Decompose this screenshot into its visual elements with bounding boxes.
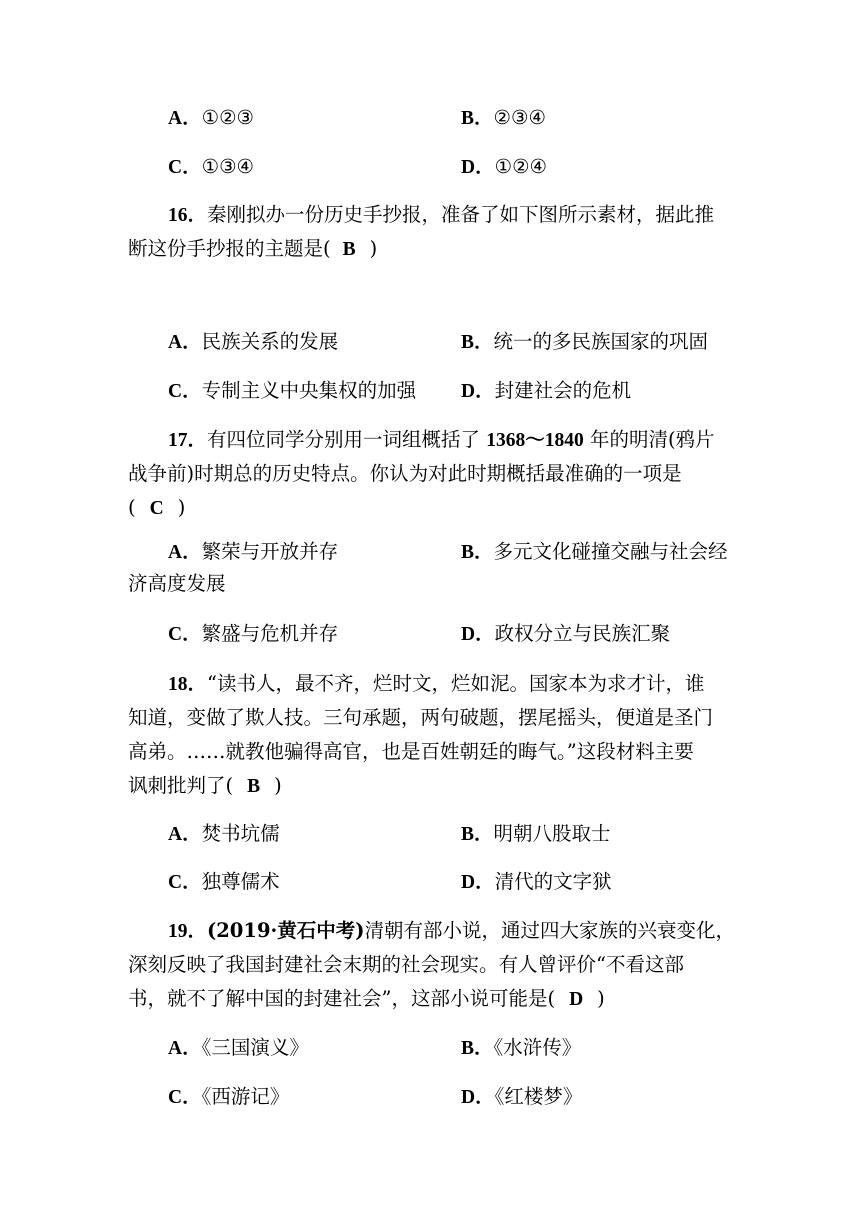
q17-line-1 xyxy=(128,423,734,457)
option-letter: D． xyxy=(461,1087,495,1108)
q15-option-b xyxy=(461,103,546,134)
q17-option-b xyxy=(461,536,728,569)
question-text: 有四位同学分别用一词组概括了 xyxy=(207,428,481,451)
q18-options-row-1 xyxy=(168,819,738,849)
option-text: ②③④ xyxy=(493,106,546,129)
option-text: 繁盛与危机并存 xyxy=(201,622,339,645)
q17-line-2 xyxy=(128,457,734,491)
question-text: 高弟。……就教他骗得高官，也是百姓朝廷的晦气。”这段材料主要 xyxy=(128,740,694,763)
q18-line-3 xyxy=(128,735,734,769)
q17-options-row-2 xyxy=(168,619,738,649)
q16-option-b xyxy=(461,327,708,358)
option-text: 民族关系的发展 xyxy=(201,330,339,353)
q17-option-c xyxy=(168,619,338,650)
q19-line-3 xyxy=(128,982,734,1016)
q15-option-c xyxy=(168,152,254,183)
option-text: 繁荣与开放并存 xyxy=(201,540,339,563)
option-letter: A． xyxy=(168,332,202,353)
q16-option-d xyxy=(461,376,631,407)
option-text: 《红楼梦》 xyxy=(494,1085,583,1108)
q16-options-row-2 xyxy=(168,376,738,406)
option-text: 独尊儒术 xyxy=(201,870,280,893)
q19-line-2 xyxy=(128,948,734,982)
question-text: ( xyxy=(128,496,136,519)
option-text: 《水浒传》 xyxy=(493,1036,582,1059)
question-text: 讽刺批判了( xyxy=(128,774,234,797)
q19-option-d xyxy=(461,1082,582,1113)
q16-options-row-1 xyxy=(168,327,738,357)
question-17 xyxy=(128,423,734,525)
option-letter: D． xyxy=(461,624,495,645)
option-letter: D． xyxy=(461,381,495,402)
q17-line-3 xyxy=(128,491,734,525)
option-text: ①②④ xyxy=(494,155,548,178)
question-text: 战争前)时期总的历史特点。你认为对此时期概括最准确的一项是 xyxy=(128,462,682,485)
q16-line-2 xyxy=(128,232,734,266)
year-range: 1368～1840 xyxy=(486,430,584,451)
q15-option-a xyxy=(168,103,254,134)
option-text: 《三国演义》 xyxy=(201,1036,309,1059)
q19-option-c xyxy=(168,1082,289,1113)
option-letter: A． xyxy=(168,1038,202,1059)
question-source: (2019·黄石中考) xyxy=(207,919,365,942)
question-number: 18． xyxy=(168,674,208,695)
question-text: 年的明清(鸦片 xyxy=(589,428,715,451)
q18-options-row-2 xyxy=(168,867,738,897)
option-text: 封建社会的危机 xyxy=(494,379,632,402)
option-letter: C． xyxy=(168,624,202,645)
option-letter: C． xyxy=(168,872,202,893)
option-letter: B． xyxy=(461,332,494,353)
q18-option-d xyxy=(461,867,612,898)
q19-option-a xyxy=(168,1033,309,1064)
option-letter: C． xyxy=(168,381,202,402)
q18-option-a xyxy=(168,819,280,850)
question-19 xyxy=(128,914,734,1016)
q16-option-a xyxy=(168,327,338,358)
question-16 xyxy=(128,198,734,266)
q18-option-b xyxy=(461,819,611,850)
option-letter: C． xyxy=(168,1087,202,1108)
question-text: 书，就不了解中国的封建社会”，这部小说可能是( xyxy=(128,987,556,1010)
option-text: 明朝八股取士 xyxy=(493,822,611,845)
answer-letter: B xyxy=(342,239,356,260)
answer-letter: B xyxy=(247,776,261,797)
option-text: 多元文化碰撞交融与社会经 xyxy=(493,540,728,563)
option-text: 政权分立与民族汇聚 xyxy=(494,622,671,645)
q16-option-c xyxy=(168,376,416,407)
option-letter: B． xyxy=(461,824,494,845)
option-text: 专制主义中央集权的加强 xyxy=(201,379,417,402)
q19-line-1 xyxy=(128,914,734,948)
option-letter: C． xyxy=(168,157,202,178)
option-letter: A． xyxy=(168,542,202,563)
q15-options-row-2 xyxy=(168,152,738,182)
q17-options-row-1 xyxy=(128,536,734,600)
option-text: 清代的文字狱 xyxy=(494,870,612,893)
option-letter: D． xyxy=(461,872,495,893)
question-text: ) xyxy=(597,987,605,1010)
q17-options-line-1 xyxy=(128,536,734,568)
answer-letter: C xyxy=(149,498,164,519)
q18-line-2 xyxy=(128,701,734,735)
question-text: ) xyxy=(177,496,186,519)
q15-option-d xyxy=(461,152,547,183)
option-text: ①②③ xyxy=(201,106,255,129)
option-letter: D． xyxy=(461,157,495,178)
question-text: ) xyxy=(274,774,282,797)
q19-options-row-2 xyxy=(168,1082,738,1112)
question-text: 知道，变做了欺人技。三句承题，两句破题，摆尾摇头，便道是圣门 xyxy=(128,706,714,729)
question-text: 深刻反映了我国封建社会末期的社会现实。有人曾评价“不看这部 xyxy=(128,953,684,976)
q17-option-b-continued: 济高度发展 xyxy=(128,572,226,595)
q17-option-d xyxy=(461,619,670,650)
option-text: 《西游记》 xyxy=(201,1085,290,1108)
option-text: 焚书坑儒 xyxy=(201,822,280,845)
question-text: 秦刚拟办一份历史手抄报，准备了如下图所示素材，据此推 xyxy=(207,203,715,226)
q19-option-b xyxy=(461,1033,581,1064)
option-letter: A． xyxy=(168,108,202,129)
question-number: 16． xyxy=(168,205,208,226)
q18-line-1 xyxy=(128,667,734,701)
option-letter: B． xyxy=(461,1038,494,1059)
option-letter: A． xyxy=(168,824,202,845)
q18-option-c xyxy=(168,867,280,898)
option-letter: B． xyxy=(461,108,494,129)
q18-line-4 xyxy=(128,769,734,803)
q16-line-1 xyxy=(128,198,734,232)
question-text: 断这份手抄报的主题是( xyxy=(128,237,331,260)
question-text: 清朝有部小说，通过四大家族的兴衰变化， xyxy=(364,919,736,942)
q19-options-row-1 xyxy=(168,1033,738,1063)
option-letter: B． xyxy=(461,542,494,563)
question-text: “读书人，最不齐，烂时文，烂如泥。国家本为求才计，谁 xyxy=(207,672,705,695)
option-text: 统一的多民族国家的巩固 xyxy=(493,330,709,353)
question-18 xyxy=(128,667,734,803)
option-text: ①③④ xyxy=(201,155,255,178)
question-text: ) xyxy=(369,237,378,260)
question-number: 17． xyxy=(168,430,208,451)
q15-options-row-1 xyxy=(168,103,738,133)
answer-letter: D xyxy=(569,989,584,1010)
question-number: 19． xyxy=(168,921,208,942)
q17-option-a xyxy=(168,536,338,569)
